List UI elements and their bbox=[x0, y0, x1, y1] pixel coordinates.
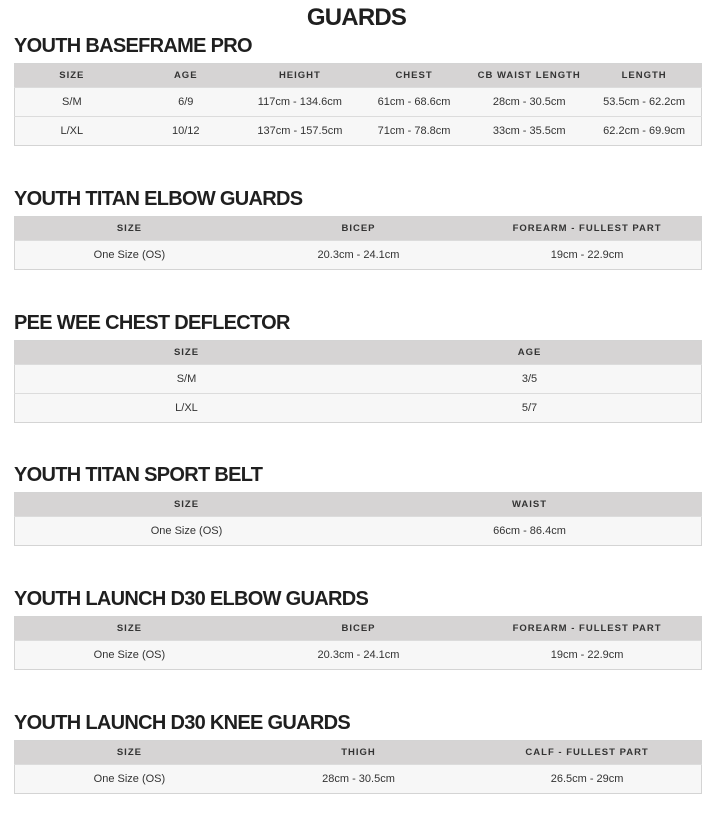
column-header-size: SIZE bbox=[15, 64, 129, 88]
table-header-row bbox=[15, 493, 702, 517]
section-title-youth-titan-sport-belt: YOUTH TITAN SPORT BELT bbox=[14, 464, 263, 486]
table-cell: 71cm - 78.8cm bbox=[357, 117, 471, 146]
table-cell: 66cm - 86.4cm bbox=[358, 517, 702, 546]
column-header-chest: CHEST bbox=[357, 64, 471, 88]
table-cell: 20.3cm - 24.1cm bbox=[244, 641, 473, 670]
column-header-age: AGE bbox=[129, 64, 243, 88]
size-table-youth-baseframe-pro bbox=[14, 63, 702, 146]
table-cell: L/XL bbox=[15, 117, 129, 146]
column-header-size: SIZE bbox=[15, 617, 244, 641]
table-cell: 10/12 bbox=[129, 117, 243, 146]
table-cell: 6/9 bbox=[129, 88, 243, 117]
column-header-age: AGE bbox=[358, 341, 702, 365]
column-header-bicep: BICEP bbox=[244, 617, 473, 641]
section-title-youth-baseframe-pro: YOUTH BASEFRAME PRO bbox=[14, 35, 252, 57]
size-table-youth-launch-d30-knee-guards bbox=[14, 740, 702, 794]
table-cell: 28cm - 30.5cm bbox=[244, 765, 473, 794]
column-header-size: SIZE bbox=[15, 493, 359, 517]
section-title-youth-launch-d30-knee-guards: YOUTH LAUNCH D30 KNEE GUARDS bbox=[14, 712, 350, 734]
column-header-calf: CALF - FULLEST PART bbox=[473, 741, 701, 765]
table-row bbox=[15, 765, 702, 794]
table-cell: 19cm - 22.9cm bbox=[473, 241, 701, 270]
table-cell: 117cm - 134.6cm bbox=[243, 88, 357, 117]
size-table-youth-titan-sport-belt bbox=[14, 492, 702, 546]
table-cell: S/M bbox=[15, 88, 129, 117]
table-cell: 26.5cm - 29cm bbox=[473, 765, 701, 794]
column-header-size: SIZE bbox=[15, 341, 359, 365]
table-cell: 62.2cm - 69.9cm bbox=[587, 117, 701, 146]
table-header-row bbox=[15, 341, 702, 365]
table-cell: 19cm - 22.9cm bbox=[473, 641, 701, 670]
table-cell: 137cm - 157.5cm bbox=[243, 117, 357, 146]
column-header-size: SIZE bbox=[15, 741, 244, 765]
table-cell: 3/5 bbox=[358, 365, 702, 394]
table-cell: One Size (OS) bbox=[15, 641, 244, 670]
table-cell: One Size (OS) bbox=[15, 765, 244, 794]
table-header-row bbox=[15, 617, 702, 641]
column-header-forearm: FOREARM - FULLEST PART bbox=[473, 217, 701, 241]
table-row bbox=[15, 117, 702, 146]
size-table-youth-launch-d30-elbow-guards bbox=[14, 616, 702, 670]
table-cell: One Size (OS) bbox=[15, 241, 244, 270]
table-row bbox=[15, 517, 702, 546]
column-header-thigh: THIGH bbox=[244, 741, 473, 765]
table-cell: 61cm - 68.6cm bbox=[357, 88, 471, 117]
section-title-youth-launch-d30-elbow-guards: YOUTH LAUNCH D30 ELBOW GUARDS bbox=[14, 588, 369, 610]
column-header-length: LENGTH bbox=[587, 64, 701, 88]
table-row bbox=[15, 241, 702, 270]
table-row bbox=[15, 365, 702, 394]
table-cell: 53.5cm - 62.2cm bbox=[587, 88, 701, 117]
table-header-row bbox=[15, 64, 702, 88]
table-cell: 28cm - 30.5cm bbox=[471, 88, 587, 117]
table-cell: One Size (OS) bbox=[15, 517, 359, 546]
table-row bbox=[15, 641, 702, 670]
table-header-row bbox=[15, 741, 702, 765]
section-title-pee-wee-chest-deflector: PEE WEE CHEST DEFLECTOR bbox=[14, 312, 290, 334]
section-title-youth-titan-elbow-guards: YOUTH TITAN ELBOW GUARDS bbox=[14, 188, 303, 210]
column-header-height: HEIGHT bbox=[243, 64, 357, 88]
table-row bbox=[15, 394, 702, 423]
size-table-pee-wee-chest-deflector bbox=[14, 340, 702, 423]
column-header-bicep: BICEP bbox=[244, 217, 473, 241]
page-title: GUARDS bbox=[306, 4, 407, 31]
column-header-size: SIZE bbox=[15, 217, 244, 241]
column-header-cb-waist-length: CB WAIST LENGTH bbox=[471, 64, 587, 88]
table-cell: 33cm - 35.5cm bbox=[471, 117, 587, 146]
column-header-forearm: FOREARM - FULLEST PART bbox=[473, 617, 701, 641]
table-cell: L/XL bbox=[15, 394, 359, 423]
table-row bbox=[15, 88, 702, 117]
column-header-waist: WAIST bbox=[358, 493, 702, 517]
table-cell: 5/7 bbox=[358, 394, 702, 423]
size-table-youth-titan-elbow-guards bbox=[14, 216, 702, 270]
table-header-row bbox=[15, 217, 702, 241]
table-cell: 20.3cm - 24.1cm bbox=[244, 241, 473, 270]
table-cell: S/M bbox=[15, 365, 359, 394]
